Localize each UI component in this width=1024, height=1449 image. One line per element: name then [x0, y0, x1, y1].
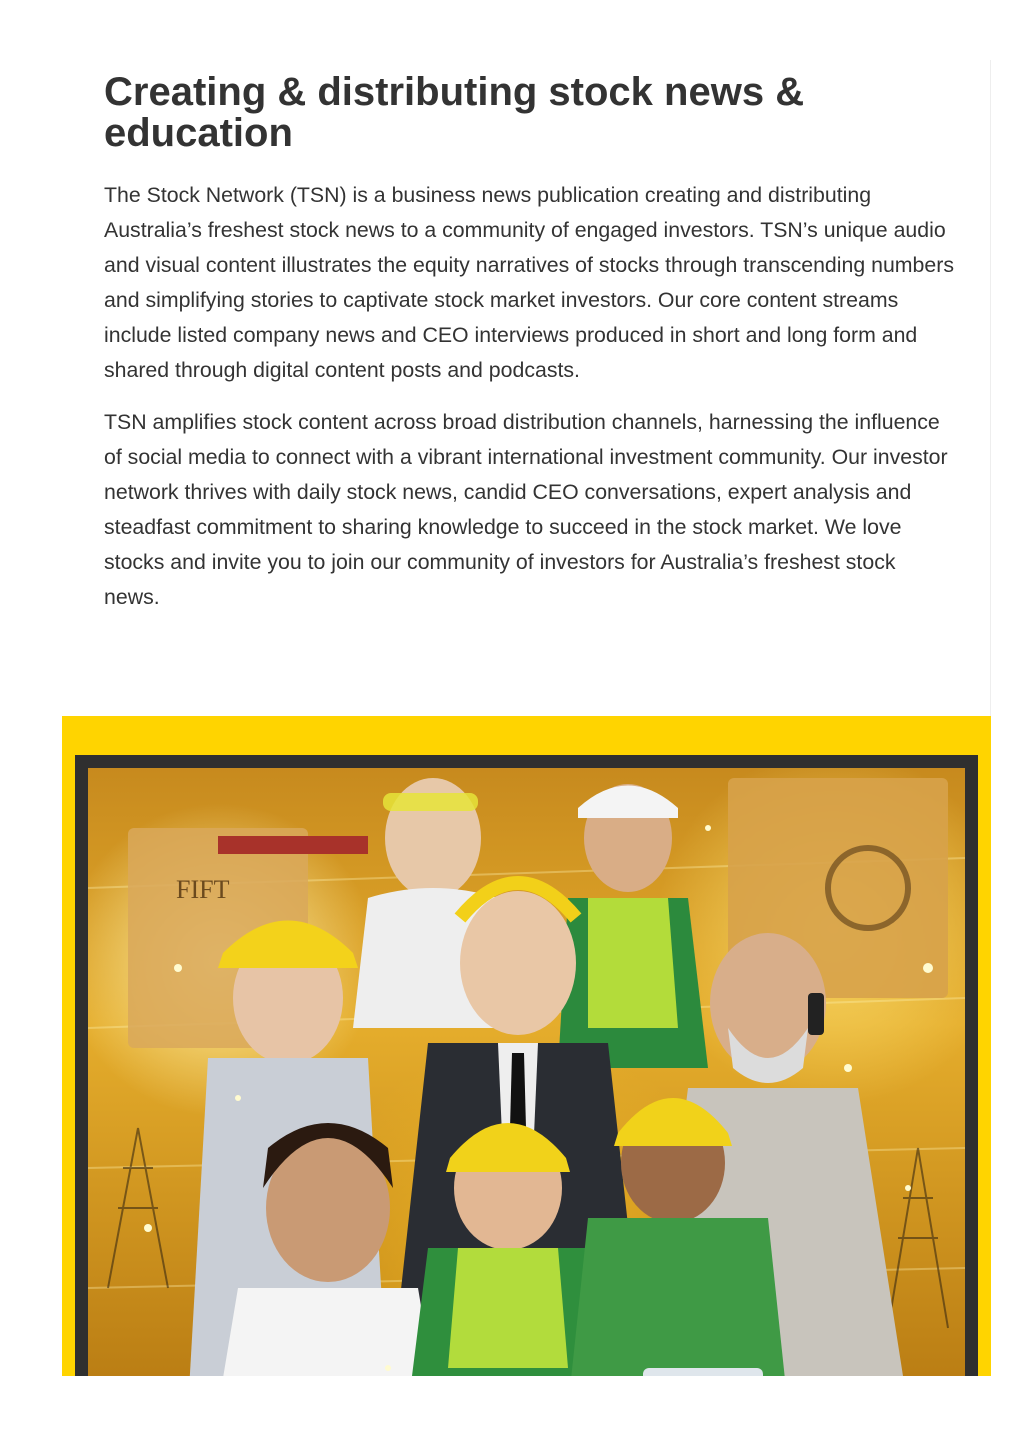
banknote-text: FIFT	[176, 875, 230, 904]
community-paragraph: TSN amplifies stock content across broad distribution channels, harnessing the influence of social media to connect with a vibrant international investment community. Our investor network thrives with daily stock news, candid CEO conversations, expert analysis and steadfast commitment to sharing knowledge to succeed in the stock market. We love stocks and invite you to join our community of investors for Australia’s freshest stock news.	[104, 410, 948, 609]
article	[104, 72, 954, 615]
hero-frame	[75, 755, 978, 1376]
intro-paragraph: The Stock Network (TSN) is a business news publication creating and distributing Australia’s freshest stock news to a community of engaged investors. TSN’s unique audio and visual content illustrates the equity narratives of stocks through transcending numbers and simplifying stories to captivate stock market investors. Our core content streams include listed company news and CEO interviews produced in short and long form and shared through digital content posts and podcasts.	[104, 183, 954, 382]
hero-photo	[88, 768, 965, 1376]
page-title: Creating & distributing stock news & education	[104, 70, 805, 155]
page-divider	[990, 60, 991, 716]
hero-illustration	[88, 768, 965, 1376]
hero-banner	[62, 716, 991, 1376]
